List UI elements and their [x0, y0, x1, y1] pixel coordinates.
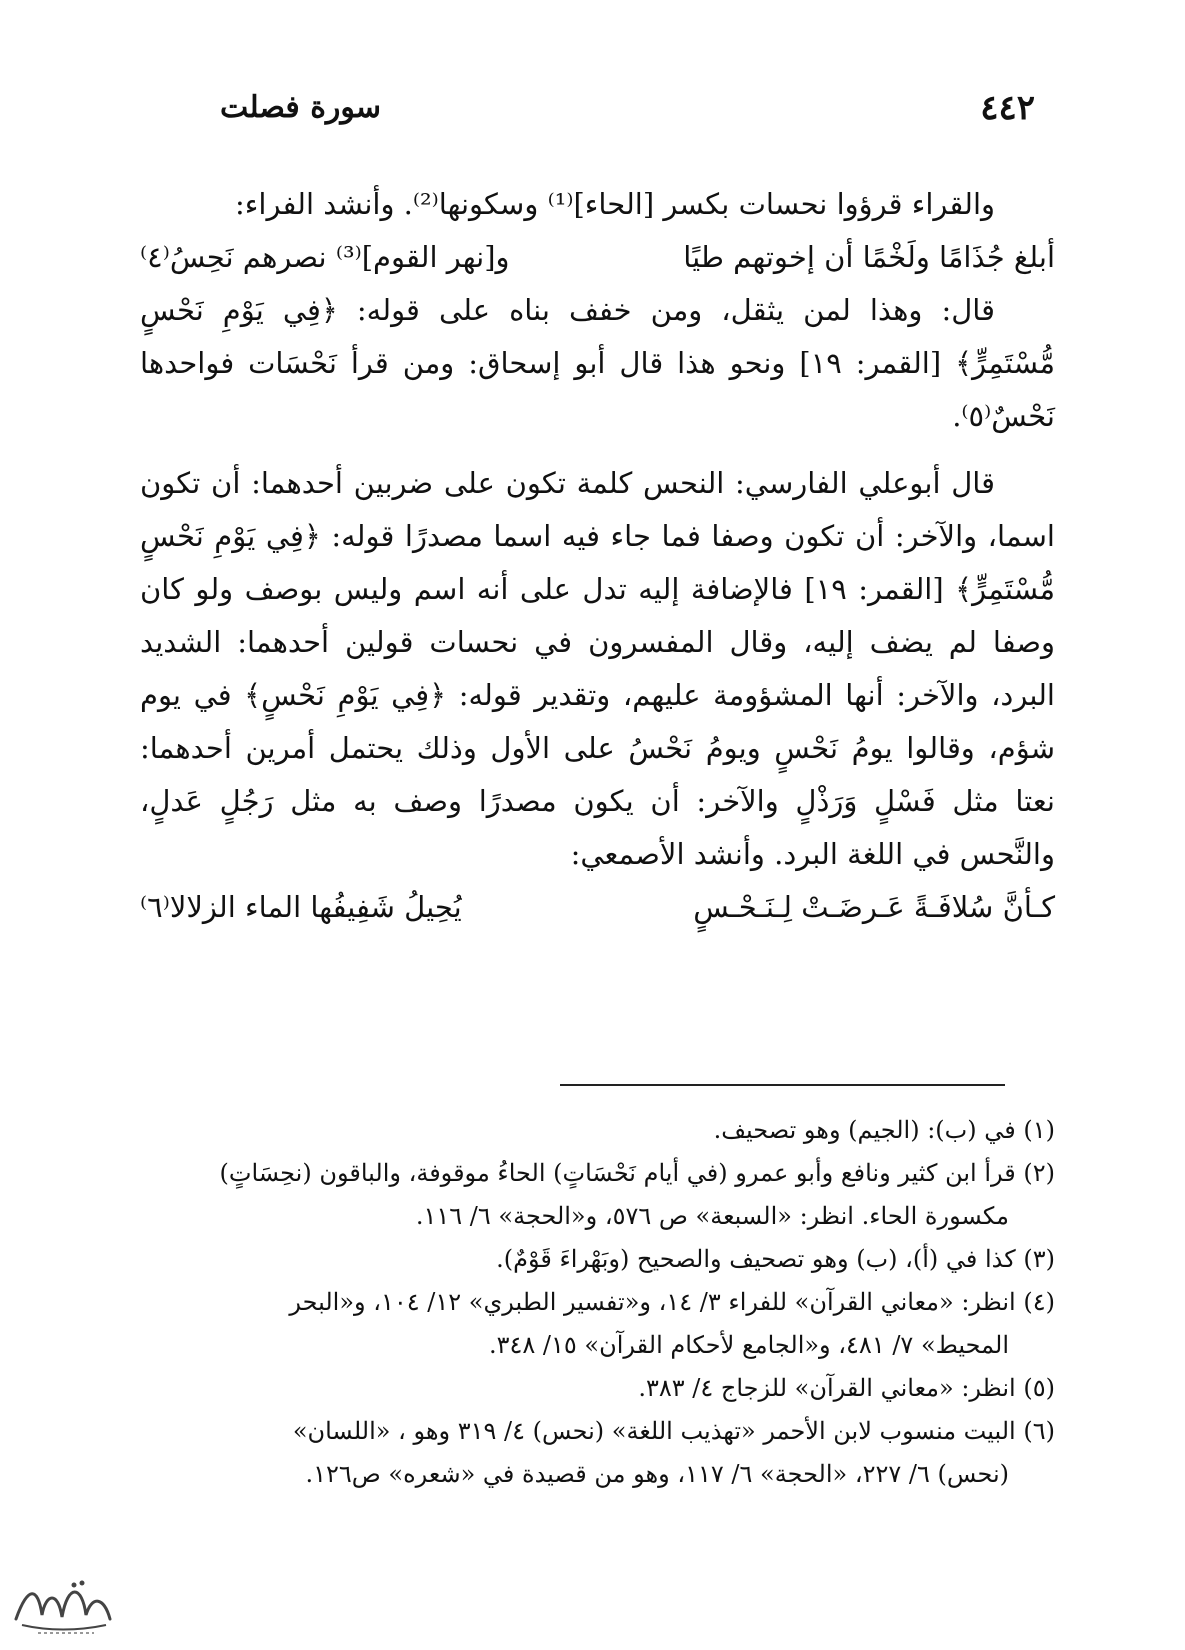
paragraph-2: قال: وهذا لمن يثقل، ومن خفف بناه على قوله: ﴿فِي يَوْمِ نَحْسٍ مُّسْتَمِرٍّ﴾ [القمر: ١٩] ونحو هذا قال أبو إسحاق: ومن قرأ نَحْسَات فواحدها نَحْسٌ⁽٥⁾. — [140, 293, 1056, 433]
footnotes — [140, 1110, 1055, 1497]
footnote-number: (٢) — [1023, 1159, 1055, 1187]
footnote-text: كذا في (أ)، (ب) وهو تصحيف والصحيح (وبَهْراءَ قَوْمٌ). — [496, 1245, 1016, 1273]
verse-2-second-hemistich: يُحِيلُ شَفِيفُها الماء الزلالا⁽٦⁾ — [140, 890, 462, 924]
page-number: ٤٤٢ — [980, 88, 1035, 128]
footnote-2-continuation: مكسورة الحاء. انظر: «السبعة» ص ٥٧٦، و«الحجة» ٦/ ١١٦. — [415, 1202, 1009, 1230]
footnote-text: البيت منسوب لابن الأحمر «تهذيب اللغة» (نحس) ٤/ ٣١٩ وهو ، «اللسان» — [292, 1417, 1016, 1445]
footnote-divider — [560, 1084, 1005, 1086]
footnote-6 — [140, 1411, 1055, 1452]
surah-title: سورة فصلت — [220, 90, 382, 125]
footnote-number: (٣) — [1023, 1245, 1055, 1273]
footnote-number: (٥) — [1023, 1374, 1055, 1402]
publisher-logo-stamp — [8, 1575, 118, 1639]
footnote-text: انظر: «معاني القرآن» للفراء ٣/ ١٤، و«تفسير الطبري» ١٢/ ١٠٤، و«البحر — [289, 1288, 1016, 1316]
paragraph-1: والقراء قرؤوا نحسات بكسر [الحاء]⁽¹⁾ وسكونها⁽²⁾. وأنشد الفراء: — [234, 187, 995, 221]
footnote-4-continuation: المحيط» ٧/ ٤٨١، و«الجامع لأحكام القرآن» ١٥/ ٣٤٨. — [488, 1331, 1009, 1359]
footnote-number: (١) — [1023, 1116, 1055, 1144]
poetry-verse-2 — [140, 881, 1055, 934]
footnote-3 — [140, 1239, 1055, 1280]
verse-2-first-hemistich: كـأنَّ سُلافَـةً عَـرضَـتْ لِـنَـحْـسٍ — [693, 890, 1055, 924]
footnote-text: في (ب): (الجيم) وهو تصحيف. — [713, 1116, 1016, 1144]
footnote-number: (٦) — [1023, 1417, 1055, 1445]
main-text — [140, 178, 1055, 934]
poetry-verse-1 — [140, 231, 1055, 284]
footnote-2 — [140, 1153, 1055, 1194]
running-header — [220, 88, 1035, 138]
footnote-4 — [140, 1282, 1055, 1323]
footnote-text: قرأ ابن كثير ونافع وأبو عمرو (في أيام نَحْسَاتٍ) الحاءُ موقوفة، والباقون (نحِسَاتٍ) — [219, 1159, 1016, 1187]
footnote-5 — [140, 1368, 1055, 1409]
footnote-6-continuation: (نحس) ٦/ ٢٢٧، «الحجة» ٦/ ١١٧، وهو من قصيدة في «شعره» ص١٢٦. — [305, 1460, 1009, 1488]
footnote-1 — [140, 1110, 1055, 1151]
footnote-text: انظر: «معاني القرآن» للزجاج ٤/ ٣٨٣. — [638, 1374, 1016, 1402]
paragraph-3: قال أبوعلي الفارسي: النحس كلمة تكون على ضربين أحدهما: أن تكون اسما، والآخر: أن تكون وصفا فما جاء فيه اسما مصدرًا قوله: ﴿فِي يَوْمِ نَحْسٍ مُّسْتَمِرٍّ﴾ [القمر: ١٩] فالإضافة إليه تدل على أنه اسم وليس بوصف ولو كان وصفا لم يضف إليه، وقال المفسرون في نحسات قولين أحدهما: الشديد البرد، والآخر: أنها المشؤومة عليهم، وتقدير قوله: ﴿فِي يَوْمِ نَحْسٍ﴾ في يوم شؤم، وقالوا يومُ نَحْسٍ ويومُ نَحْسُ على الأول وذلك يحتمل أمرين أحدهما: نعتا مثل فَسْلٍ وَرَذْلٍ والآخر: أن يكون مصدرًا وصف به مثل رَجُلٍ عَدلٍ، والنَّحس في اللغة البرد. وأنشد الأصمعي: — [140, 466, 1056, 871]
verse-1-second-hemistich: و[نهر القوم]⁽³⁾ نصرهم نَحِسُ⁽٤⁾ — [140, 240, 510, 274]
verse-1-first-hemistich: أبلغ جُذَامًا ولَخْمًا أن إخوتهم طيًا — [683, 240, 1055, 274]
footnote-number: (٤) — [1023, 1288, 1055, 1316]
